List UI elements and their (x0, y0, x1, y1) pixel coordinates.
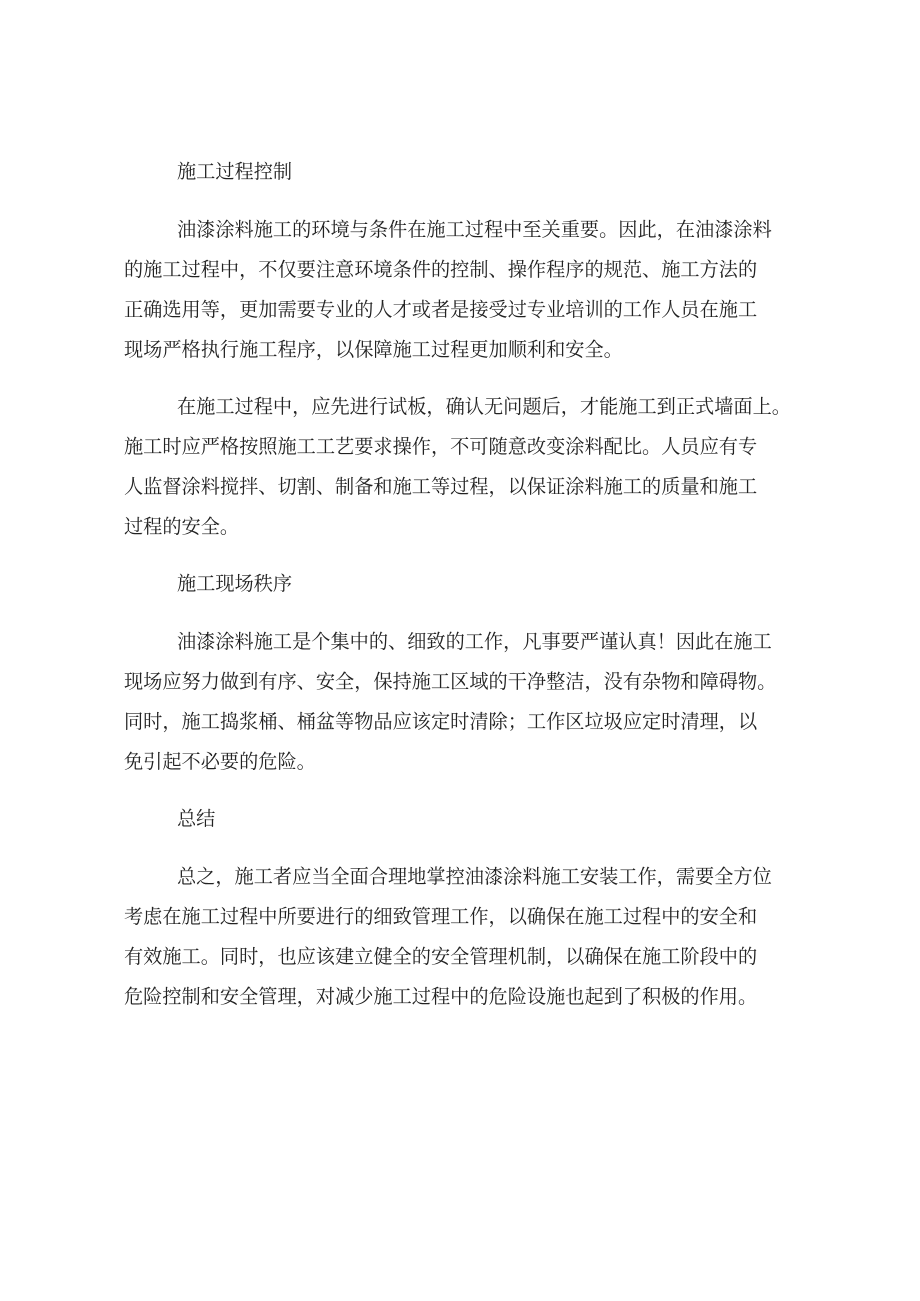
paragraph-line: 过程的安全。 (124, 515, 240, 538)
paragraph-line: 免引起不必要的危险。 (124, 750, 316, 773)
section-heading: 总结 (177, 807, 216, 830)
paragraph-line: 人监督涂料搅拌、切割、制备和施工等过程，以保证涂料施工的质量和施工 (124, 475, 758, 498)
paragraph-line: 有效施工。同时，也应该建立健全的安全管理机制，以确保在施工阶段中的 (124, 945, 758, 968)
section-heading: 施工过程控制 (177, 160, 293, 183)
paragraph-line: 考虑在施工过程中所要进行的细致管理工作，以确保在施工过程中的安全和 (124, 905, 758, 928)
section-heading: 施工现场秩序 (177, 572, 293, 595)
paragraph-line: 现场应努力做到有序、安全，保持施工区域的干净整洁，没有杂物和障碍物。 (124, 670, 777, 693)
paragraph-line: 的施工过程中，不仅要注意环境条件的控制、操作程序的规范、施工方法的 (124, 258, 758, 281)
paragraph-line: 正确选用等，更加需要专业的人才或者是接受过专业培训的工作人员在施工 (124, 298, 758, 321)
paragraph-line: 同时，施工捣浆桶、桶盆等物品应该定时清除；工作区垃圾应定时清理，以 (124, 710, 758, 733)
paragraph-line: 危险控制和安全管理，对减少施工过程中的危险设施也起到了积极的作用。 (124, 985, 758, 1008)
paragraph-line: 现场严格执行施工程序，以保障施工过程更加顺利和安全。 (124, 338, 623, 361)
paragraph-line: 油漆涂料施工的环境与条件在施工过程中至关重要。因此，在油漆涂料 (177, 218, 772, 241)
paragraph-line: 总之，施工者应当全面合理地掌控油漆涂料施工安装工作，需要全方位 (177, 865, 772, 888)
paragraph-line: 在施工过程中，应先进行试板，确认无问题后，才能施工到正式墙面上。 (177, 395, 791, 418)
paragraph-line: 油漆涂料施工是个集中的、细致的工作，凡事要严谨认真！因此在施工 (177, 630, 772, 653)
paragraph-line: 施工时应严格按照施工工艺要求操作，不可随意改变涂料配比。人员应有专 (124, 435, 758, 458)
